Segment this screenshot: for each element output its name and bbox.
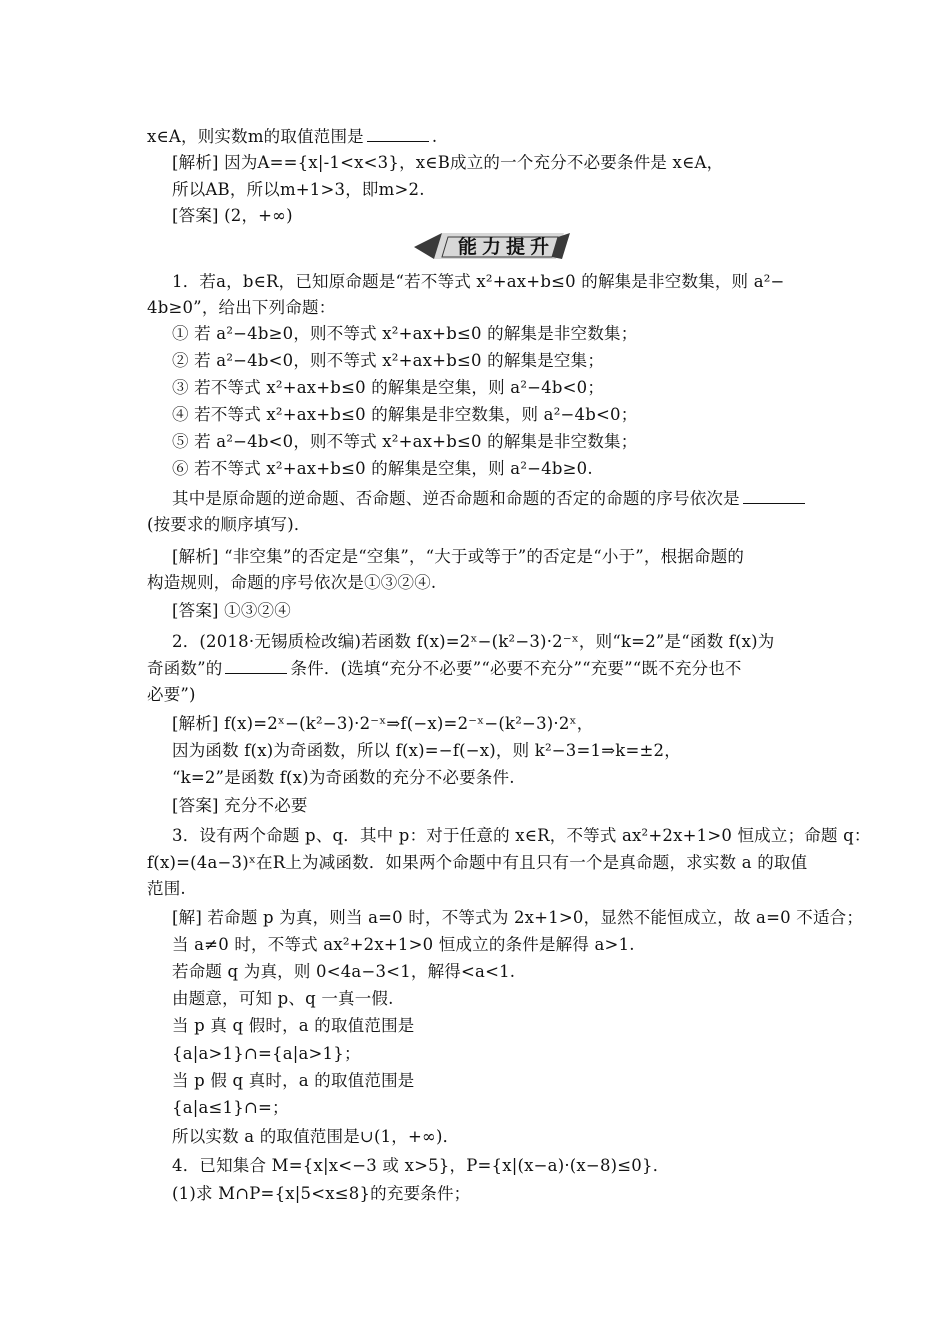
text-line: 构造规则，命题的序号依次是①③②④. bbox=[147, 573, 437, 592]
answer-blank bbox=[225, 659, 287, 674]
text-line: 范围. bbox=[147, 879, 186, 898]
text-line: 所以实数 a 的取值范围是∪(1，+∞)． bbox=[172, 1127, 460, 1146]
section-banner bbox=[412, 229, 570, 263]
text-line: 1．若a，b∈R，已知原命题是“若不等式 x²+ax+b≤0 的解集是非空数集，则 a²− bbox=[172, 272, 785, 291]
text-line: “k=2”是函数 f(x)为奇函数的充分不必要条件. bbox=[172, 768, 515, 787]
text-line: 4b≥0”，给出下列命题： bbox=[147, 298, 336, 317]
text-line: ④ 若不等式 x²+ax+b≤0 的解集是非空数集，则 a²−4b<0； bbox=[172, 405, 638, 424]
answer-blank bbox=[743, 489, 805, 504]
text-line: 所以AB，所以m+1>3，即m>2. bbox=[172, 180, 425, 199]
text-segment: x∈A，则实数m的取值范围是 bbox=[147, 127, 364, 146]
text-line: 当 p 真 q 假时，a 的取值范围是 bbox=[172, 1016, 415, 1035]
text-line: [解] 若命题 p 为真，则当 a=0 时，不等式为 2x+1>0，显然不能恒成立，故 a=0 不适合； bbox=[172, 908, 864, 927]
text-line: f(x)=(4a−3)ˣ在R上为减函数．如果两个命题中有且只有一个是真命题，求实数 a 的取值 bbox=[147, 853, 808, 872]
text-line: ⑥ 若不等式 x²+ax+b≤0 的解集是空集，则 a²−4b≥0. bbox=[172, 459, 593, 478]
text-line: 必要”) bbox=[147, 685, 196, 704]
text-line: (按要求的顺序填写)． bbox=[147, 515, 311, 534]
text-segment: 条件．(选填“充分不必要”“必要不充分”“充要”“既不充分也不 bbox=[290, 659, 742, 678]
answer-blank bbox=[367, 127, 429, 142]
text-line: 2．(2018·无锡质检改编)若函数 f(x)=2ˣ−(k²−3)·2⁻ˣ，则“k=2”是“函数 f(x)为 bbox=[172, 632, 775, 651]
text-line: [答案] ①③②④ bbox=[172, 601, 291, 620]
text-line: [答案] 充分不必要 bbox=[172, 796, 308, 815]
section-title: 能力提升 bbox=[457, 236, 554, 258]
text-line: ① 若 a²−4b≥0，则不等式 x²+ax+b≤0 的解集是非空数集； bbox=[172, 324, 638, 343]
text-line bbox=[172, 488, 808, 510]
text-line: (1)求 M∩P={x|5<x≤8}的充要条件； bbox=[172, 1184, 471, 1203]
text-line: 由题意，可知 p、q 一真一假. bbox=[172, 989, 394, 1008]
text-line: 4．已知集合 M={x|x<−3 或 x>5}，P={x|(x−a)·(x−8)≤0}． bbox=[172, 1156, 670, 1175]
text-line bbox=[147, 658, 742, 680]
text-line: ③ 若不等式 x²+ax+b≤0 的解集是空集，则 a²−4b<0； bbox=[172, 378, 605, 397]
text-line bbox=[147, 126, 437, 148]
text-line: {a|a>1}∩={a|a>1}； bbox=[172, 1044, 361, 1063]
text-segment: 奇函数”的 bbox=[147, 659, 223, 678]
text-line: 因为函数 f(x)为奇函数，所以 f(x)=−f(−x)，则 k²−3=1⇒k=±2， bbox=[172, 741, 681, 760]
text-line: [答案] (2，+∞) bbox=[172, 206, 293, 225]
text-line: {a|a≤1}∩=； bbox=[172, 1098, 289, 1117]
text-line: ⑤ 若 a²−4b<0，则不等式 x²+ax+b≤0 的解集是非空数集； bbox=[172, 432, 638, 451]
text-segment: . bbox=[431, 127, 438, 146]
text-line: [解析] f(x)=2ˣ−(k²−3)·2⁻ˣ⇒f(−x)=2⁻ˣ−(k²−3)·2ˣ， bbox=[172, 714, 594, 733]
text-line: 若命题 q 为真，则 0<4a−3<1，解得<a<1. bbox=[172, 962, 516, 981]
text-line: [解析] “非空集”的否定是“空集”，“大于或等于”的否定是“小于”，根据命题的 bbox=[172, 547, 745, 566]
text-line: 当 p 假 q 真时，a 的取值范围是 bbox=[172, 1071, 415, 1090]
text-line: 当 a≠0 时，不等式 ax²+2x+1>0 恒成立的条件是解得 a>1. bbox=[172, 935, 635, 954]
text-line: ② 若 a²−4b<0，则不等式 x²+ax+b≤0 的解集是空集； bbox=[172, 351, 605, 370]
text-line: [解析] 因为A=={x|-1<x<3}，x∈B成立的一个充分不必要条件是 x∈A， bbox=[172, 153, 724, 172]
text-segment: 其中是原命题的逆命题、否命题、逆否命题和命题的否定的命题的序号依次是 bbox=[172, 489, 740, 508]
text-line: 3．设有两个命题 p、q．其中 p：对于任意的 x∈R，不等式 ax²+2x+1>0 恒成立；命题 q： bbox=[172, 826, 871, 845]
